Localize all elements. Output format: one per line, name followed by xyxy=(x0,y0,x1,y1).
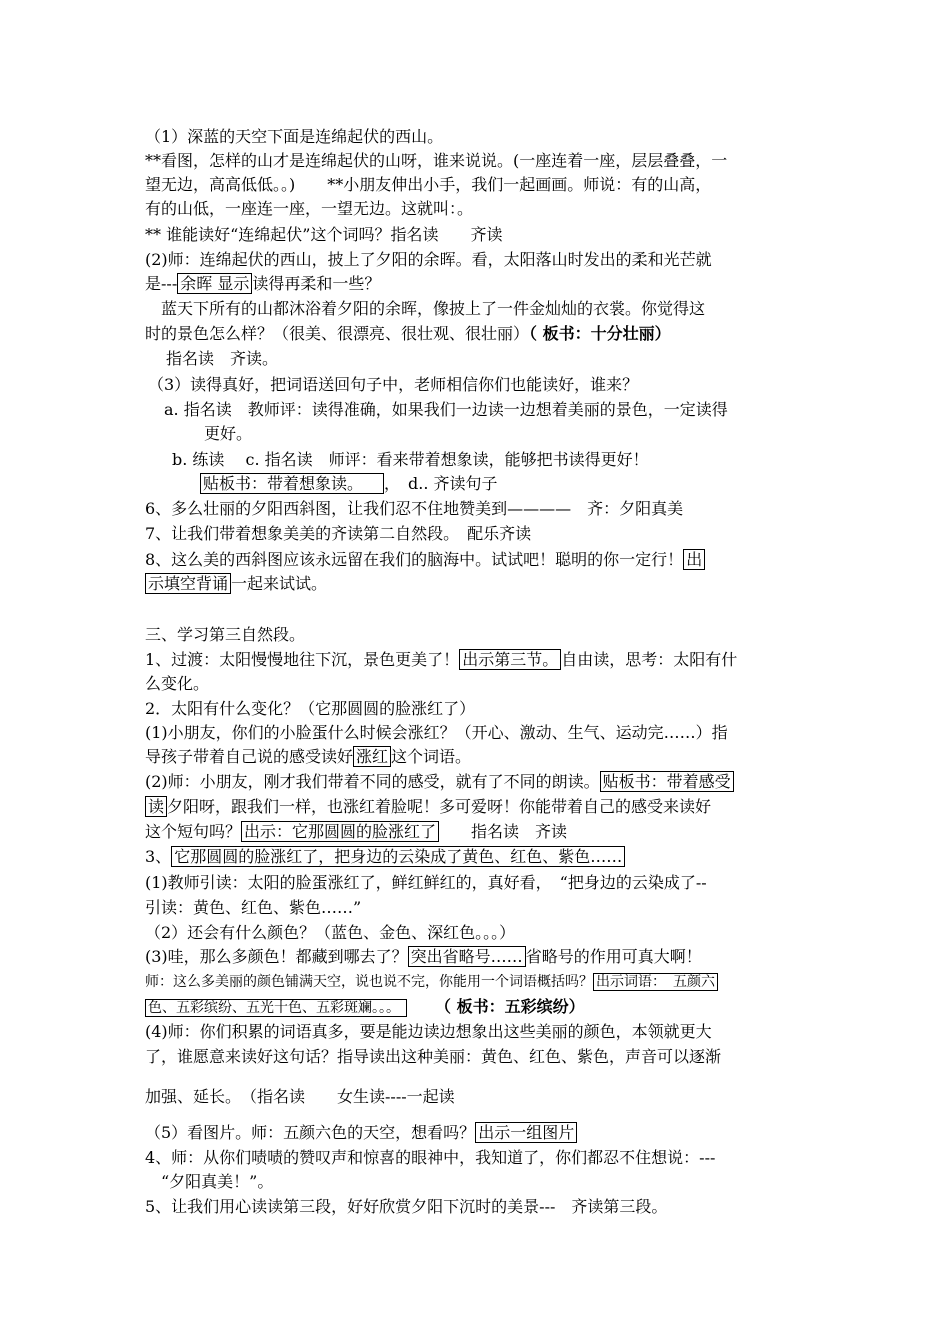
paragraph-line xyxy=(145,698,475,720)
text: 望无边，高高低低。。) **小朋友伸出小手，我们一起画画。师说：有的山高， xyxy=(145,175,712,194)
paragraph-line xyxy=(150,348,278,370)
text: 夕阳呀，跟我们一样，也涨红着脸呢！多可爱呀！你能带着自己的感受来读好 xyxy=(167,797,712,816)
paragraph-line xyxy=(145,174,711,196)
paragraph-line xyxy=(148,374,638,396)
text: (1)教师引读：太阳的脸蛋涨红了，鲜红鲜红的，真好看， “把身边的云染成了-- xyxy=(145,873,707,892)
paragraph-line xyxy=(145,1086,455,1108)
paragraph-line xyxy=(145,996,585,1018)
paragraph-line xyxy=(145,771,734,793)
paragraph-line xyxy=(145,922,515,944)
paragraph-line xyxy=(145,673,209,695)
board-box: 突出省略号…… xyxy=(408,946,526,967)
text: 这个短句吗？ xyxy=(145,822,242,841)
text: 是--- xyxy=(145,274,178,293)
text: 更好。 xyxy=(204,424,253,443)
text: ** 谁能读好“连绵起伏”这个词吗？指名读 齐读 xyxy=(145,225,503,244)
board-box: 读 xyxy=(145,796,167,817)
board-note: （ 板书：十分壮丽） xyxy=(529,324,671,343)
text: ， d.. 齐读句子 xyxy=(384,474,498,493)
text: 导孩子带着自己说的感受读好 xyxy=(145,747,354,766)
text: 了，谁愿意来读好这句话？指导读出这种美丽：黄色、红色、紫色，声音可以逐渐 xyxy=(145,1047,722,1066)
paragraph-line xyxy=(145,897,361,919)
text: （2）还会有什么颜色？（蓝色、金色、深红色。。。） xyxy=(145,923,516,942)
paragraph-line xyxy=(145,796,711,818)
board-box: 出示一组图片 xyxy=(475,1122,577,1143)
text: 有的山低，一座连一座，一望无边。这就叫：。 xyxy=(145,199,474,218)
text: 蓝天下所有的山都沐浴着夕阳的余晖，像披上了一件金灿灿的衣裳。你觉得这 xyxy=(145,299,706,318)
text: a. 指名读 教师评：读得准确，如果我们一边读一边想着美丽的景色，一定读得 xyxy=(164,400,728,419)
paragraph-line xyxy=(145,498,683,520)
paragraph-line xyxy=(164,399,728,421)
text: 师：这么多美丽的颜色铺满天空，说也说不完，你能用一个词语概括吗？ xyxy=(145,974,593,990)
paragraph-line xyxy=(145,126,443,148)
paragraph-line xyxy=(145,549,705,571)
paragraph-line xyxy=(145,523,531,545)
paragraph-line xyxy=(145,224,502,246)
text: 这个词语。 xyxy=(391,747,472,766)
board-box: 示填空背诵 xyxy=(145,573,231,594)
paragraph-line xyxy=(145,150,727,172)
paragraph-line xyxy=(145,298,705,320)
text: （3）读得真好，把词语送回句子中，老师相信你们也能读好，谁来？ xyxy=(148,375,639,394)
paragraph-line xyxy=(145,1021,712,1043)
text: 引读：黄色、红色、紫色……” xyxy=(145,898,362,917)
board-box: 色、五彩缤纷、五光十色、五彩斑斓。。。 xyxy=(145,999,407,1017)
text: 2．太阳有什么变化？（它那圆圆的脸涨红了） xyxy=(145,699,476,718)
text: 省略号的作用可真大啊！ xyxy=(525,947,702,966)
text: 加强、延长。 （指名读 女生读----一起读 xyxy=(145,1087,455,1106)
text: 自由读，思考：太阳有什 xyxy=(561,650,738,669)
paragraph-line xyxy=(145,649,737,671)
paragraph-line xyxy=(145,821,567,843)
text: 读得再柔和一些？ xyxy=(252,274,381,293)
paragraph-line xyxy=(145,249,712,271)
text: (2)师：小朋友，刚才我们带着不同的感受，就有了不同的朗读。 xyxy=(145,772,600,791)
paragraph-line xyxy=(145,946,702,968)
board-box: 贴板书：带着感受 xyxy=(600,771,734,792)
text: 4、师：从你们啧啧的赞叹声和惊喜的眼神中，我知道了，你们都忍不住想说：--- xyxy=(145,1148,716,1167)
paragraph-line xyxy=(145,722,728,744)
board-note: （ 板书：五彩缤纷） xyxy=(443,997,585,1016)
text: （1）深蓝的天空下面是连绵起伏的西山。 xyxy=(145,127,444,146)
text: 1、过渡：太阳慢慢地往下沉，景色更美了！ xyxy=(145,650,460,669)
text: 7、让我们带着想象美美的齐读第二自然段。 配乐齐读 xyxy=(145,524,532,543)
paragraph-line xyxy=(145,1196,667,1218)
text: 一起来试试。 xyxy=(231,574,328,593)
text: b. 练读 c. 指名读 师评：看来带着想象读，能够把书读得更好！ xyxy=(172,450,649,469)
board-box: 出示：它那圆圆的脸涨红了 xyxy=(241,821,439,842)
paragraph-line xyxy=(204,423,252,445)
text: “夕阳真美！”。 xyxy=(145,1172,274,1191)
paragraph-line xyxy=(145,573,327,595)
paragraph-line xyxy=(145,971,718,993)
text: 么变化。 xyxy=(145,674,210,693)
paragraph-line xyxy=(145,323,671,345)
text: (4)师：你们积累的词语真多，要是能边读边想象出这些美丽的颜色，本领就更大 xyxy=(145,1022,712,1041)
paragraph-line xyxy=(145,1147,715,1169)
board-box: 出示词语： 五颜六 xyxy=(593,973,718,991)
text: 3、 xyxy=(145,847,172,866)
board-box: 出示第三节。 xyxy=(459,649,561,670)
board-box: 余晖 显示 xyxy=(177,273,252,294)
board-box: 涨红 xyxy=(353,746,391,767)
paragraph-line xyxy=(145,846,625,868)
text: (2)师：连绵起伏的西山，披上了夕阳的余晖。看，太阳落山时发出的柔和光芒就 xyxy=(145,250,712,269)
paragraph-line xyxy=(145,1171,273,1193)
paragraph-line xyxy=(145,872,707,894)
board-box: 出 xyxy=(683,549,705,570)
paragraph-line xyxy=(145,273,380,295)
text: 三、学习第三自然段。 xyxy=(145,625,306,644)
board-box: 贴板书：带着想象读。 xyxy=(200,473,384,494)
text: （5）看图片。师：五颜六色的天空，想看吗？ xyxy=(145,1123,476,1142)
section-heading xyxy=(145,624,305,646)
paragraph-line xyxy=(145,1122,577,1144)
text: 时的景色怎么样？（很美、很漂亮、很壮观、很壮丽） xyxy=(145,324,530,343)
text: **看图，怎样的山才是连绵起伏的山呀，谁来说说。(一座连着一座，层层叠叠，一 xyxy=(145,151,728,170)
text: (3)哇，那么多颜色！都藏到哪去了？ xyxy=(145,947,408,966)
text: 指名读 齐读 xyxy=(439,822,568,841)
paragraph-line xyxy=(200,473,498,495)
text: 5、让我们用心读读第三段，好好欣赏夕阳下沉时的美景--- 齐读第三段。 xyxy=(145,1197,668,1216)
paragraph-line xyxy=(145,198,473,220)
text: 8、这么美的西斜图应该永远留在我们的脑海中。试试吧！聪明的你一定行！ xyxy=(145,550,684,569)
text: 6、多么壮丽的夕阳西斜图，让我们忍不住地赞美到———— 齐：夕阳真美 xyxy=(145,499,684,518)
text: (1)小朋友，你们的小脸蛋什么时候会涨红？（开心、激动、生气、运动完……）指 xyxy=(145,723,728,742)
board-box: 它那圆圆的脸涨红了，把身边的云染成了黄色、红色、紫色…… xyxy=(171,846,625,867)
text: 指名读 齐读。 xyxy=(150,349,279,368)
paragraph-line xyxy=(145,746,471,768)
paragraph-line xyxy=(145,1046,721,1068)
paragraph-line xyxy=(172,449,649,471)
